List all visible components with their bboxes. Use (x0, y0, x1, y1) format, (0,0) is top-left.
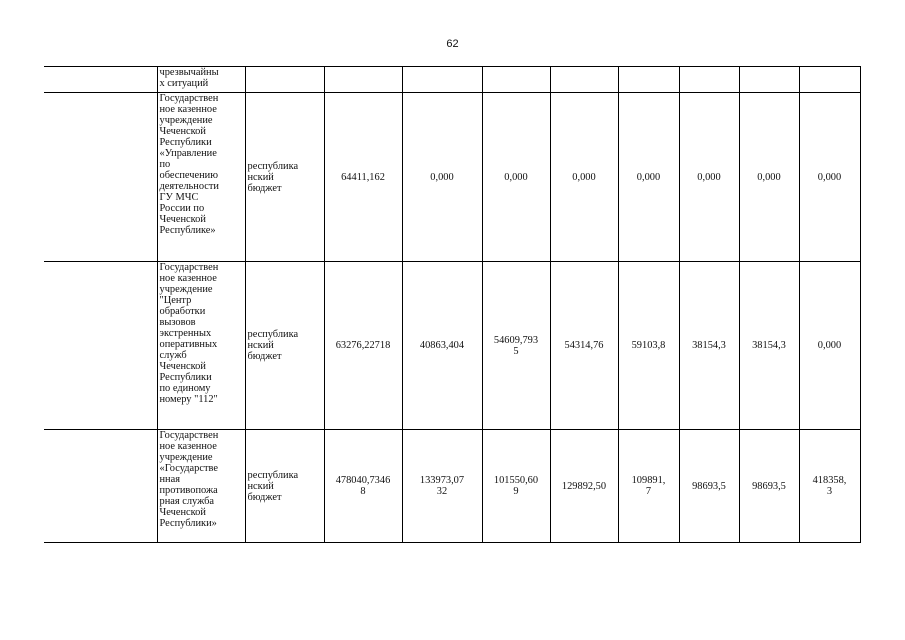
value-cell: 0,000 (679, 93, 739, 262)
value-cell: 101550,60 9 (482, 430, 550, 543)
funding-source-cell: республика нский бюджет (245, 93, 324, 262)
value-cell (324, 67, 402, 93)
value-cell: 63276,22718 (324, 262, 402, 430)
value-cell (679, 67, 739, 93)
table-row (44, 67, 860, 93)
institution-name-cell: чрезвычайны х ситуаций (157, 67, 245, 93)
institution-name-cell: Государствен ное казенное учреждение "Центр обработки вызовов экстренных оперативных служб Чеченской Республики по единому номеру "112" (157, 262, 245, 430)
blank-cell (44, 93, 157, 262)
value-cell: 40863,404 (402, 262, 482, 430)
value-cell: 418358, 3 (799, 430, 860, 543)
institution-name-cell: Государствен ное казенное учреждение Чеченской Республики «Управление по обеспечению деятельности ГУ МЧС России по Чеченской Республике» (157, 93, 245, 262)
blank-cell (44, 67, 157, 93)
value-cell (482, 67, 550, 93)
budget-table (44, 66, 861, 543)
value-cell: 0,000 (799, 262, 860, 430)
value-cell: 0,000 (799, 93, 860, 262)
blank-cell (44, 262, 157, 430)
table-row (44, 430, 860, 543)
value-cell (402, 67, 482, 93)
value-cell (799, 67, 860, 93)
page-number: 62 (446, 38, 459, 50)
value-cell: 64411,162 (324, 93, 402, 262)
funding-source-cell: республика нский бюджет (245, 262, 324, 430)
value-cell: 133973,07 32 (402, 430, 482, 543)
value-cell: 0,000 (482, 93, 550, 262)
value-cell (739, 67, 799, 93)
value-cell: 38154,3 (739, 262, 799, 430)
value-cell: 109891, 7 (618, 430, 679, 543)
table-row (44, 93, 860, 262)
value-cell: 129892,50 (550, 430, 618, 543)
value-cell: 54314,76 (550, 262, 618, 430)
value-cell (550, 67, 618, 93)
value-cell: 98693,5 (679, 430, 739, 543)
value-cell: 98693,5 (739, 430, 799, 543)
blank-cell (44, 430, 157, 543)
value-cell: 59103,8 (618, 262, 679, 430)
funding-source-cell: республика нский бюджет (245, 430, 324, 543)
institution-name-cell: Государствен ное казенное учреждение «Государстве нная противопожа рная служба Чеченской Республики» (157, 430, 245, 543)
value-cell: 0,000 (739, 93, 799, 262)
value-cell (618, 67, 679, 93)
value-cell: 38154,3 (679, 262, 739, 430)
funding-source-cell (245, 67, 324, 93)
value-cell: 0,000 (618, 93, 679, 262)
value-cell: 54609,793 5 (482, 262, 550, 430)
value-cell: 0,000 (550, 93, 618, 262)
table-row (44, 262, 860, 430)
value-cell: 478040,7346 8 (324, 430, 402, 543)
value-cell: 0,000 (402, 93, 482, 262)
